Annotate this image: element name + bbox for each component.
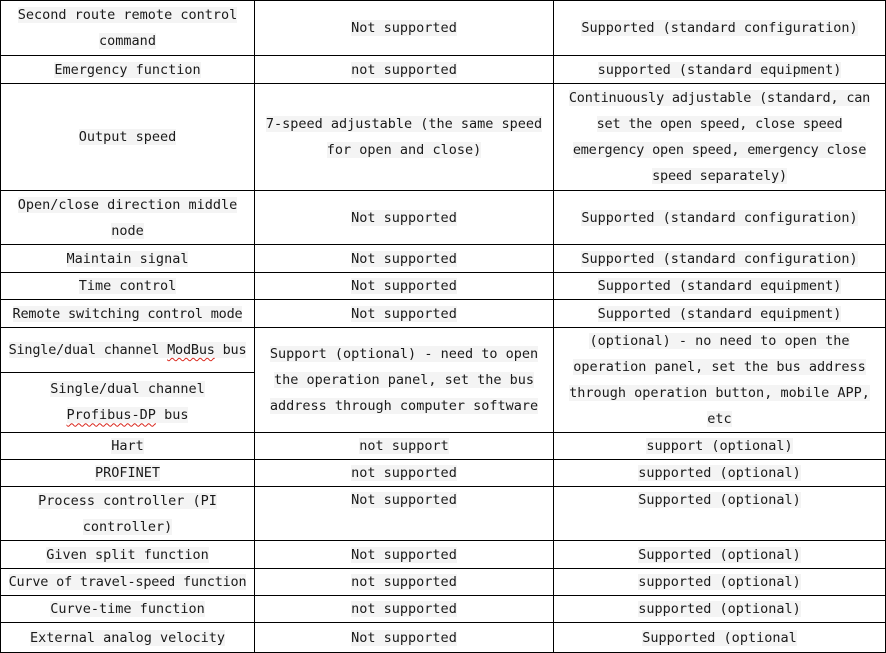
intelligent-cell: supported (optional) (554, 596, 886, 623)
feature-suffix: bus (214, 341, 247, 358)
feature-cell: Open/close direction middle node (1, 191, 255, 245)
table-row (1, 460, 886, 487)
standard-cell: Not supported (255, 1, 554, 56)
standard-cell: not supported (255, 460, 554, 487)
table-row (1, 569, 886, 596)
intelligent-cell: Supported (standard configuration) (554, 191, 886, 245)
standard-cell: Not supported (255, 245, 554, 273)
intelligent-cell: Supported (optional) (554, 487, 886, 541)
feature-prefix: Single/dual channel (50, 381, 205, 398)
feature-cell: External analog velocity (1, 623, 255, 653)
table-row (1, 541, 886, 569)
table-row (1, 245, 886, 273)
intelligent-cell: Supported (optional) (554, 541, 886, 569)
standard-cell: Not supported (255, 623, 554, 653)
table-row (1, 84, 886, 191)
feature-suffix: bus (155, 407, 189, 424)
feature-cell: Time control (1, 273, 255, 300)
standard-cell: Not supported (255, 273, 554, 300)
feature-cell: Output speed (1, 84, 255, 191)
feature-cell: Curve of travel-speed function (1, 569, 255, 596)
table-row (1, 328, 886, 373)
standard-cell: not support (255, 433, 554, 460)
intelligent-cell: supported (standard equipment) (554, 56, 886, 84)
standard-cell: Not supported (255, 487, 554, 541)
spellcheck-term: Profibus-DP (66, 407, 156, 424)
table-row (1, 623, 886, 653)
standard-cell: Not supported (255, 191, 554, 245)
feature-cell: Maintain signal (1, 245, 255, 273)
standard-cell: 7-speed adjustable (the same speed for open and close) (255, 84, 554, 191)
feature-cell: Remote switching control mode (1, 300, 255, 328)
feature-cell: Hart (1, 433, 255, 460)
intelligent-cell: Supported (optional (554, 623, 886, 653)
intelligent-cell: (optional) - no need to open the operation panel, set the bus address through operation button, mobile APP, etc (554, 328, 886, 433)
standard-cell: Not supported (255, 300, 554, 328)
standard-cell: Not supported (255, 541, 554, 569)
feature-cell: Process controller (PI controller) (1, 487, 255, 541)
feature-cell: PROFINET (1, 460, 255, 487)
feature-cell (1, 372, 255, 432)
intelligent-cell: Continuously adjustable (standard, can set the open speed, close speed emergency open speed, emergency close speed separately) (554, 84, 886, 191)
table-row (1, 596, 886, 623)
intelligent-cell: Supported (standard equipment) (554, 300, 886, 328)
feature-cell: Second route remote control command (1, 1, 255, 56)
table-row (1, 300, 886, 328)
table-row (1, 191, 886, 245)
standard-cell: not supported (255, 596, 554, 623)
intelligent-cell: supported (optional) (554, 460, 886, 487)
feature-cell (1, 328, 255, 373)
standard-cell: not supported (255, 56, 554, 84)
feature-cell: Emergency function (1, 56, 255, 84)
table-row (1, 433, 886, 460)
intelligent-cell: Supported (standard equipment) (554, 273, 886, 300)
feature-prefix: Single/dual channel (8, 341, 168, 358)
intelligent-cell: supported (optional) (554, 569, 886, 596)
table-row (1, 487, 886, 541)
intelligent-cell: Supported (standard configuration) (554, 1, 886, 56)
feature-cell: Given split function (1, 541, 255, 569)
standard-cell: Support (optional) - need to open the operation panel, set the bus address through computer software (255, 328, 554, 433)
standard-cell: not supported (255, 569, 554, 596)
table-row (1, 56, 886, 84)
intelligent-cell: Supported (standard configuration) (554, 245, 886, 273)
intelligent-cell: support (optional) (554, 433, 886, 460)
feature-cell: Curve-time function (1, 596, 255, 623)
table-row (1, 273, 886, 300)
table-row (1, 1, 886, 56)
spellcheck-term: ModBus (167, 341, 215, 358)
